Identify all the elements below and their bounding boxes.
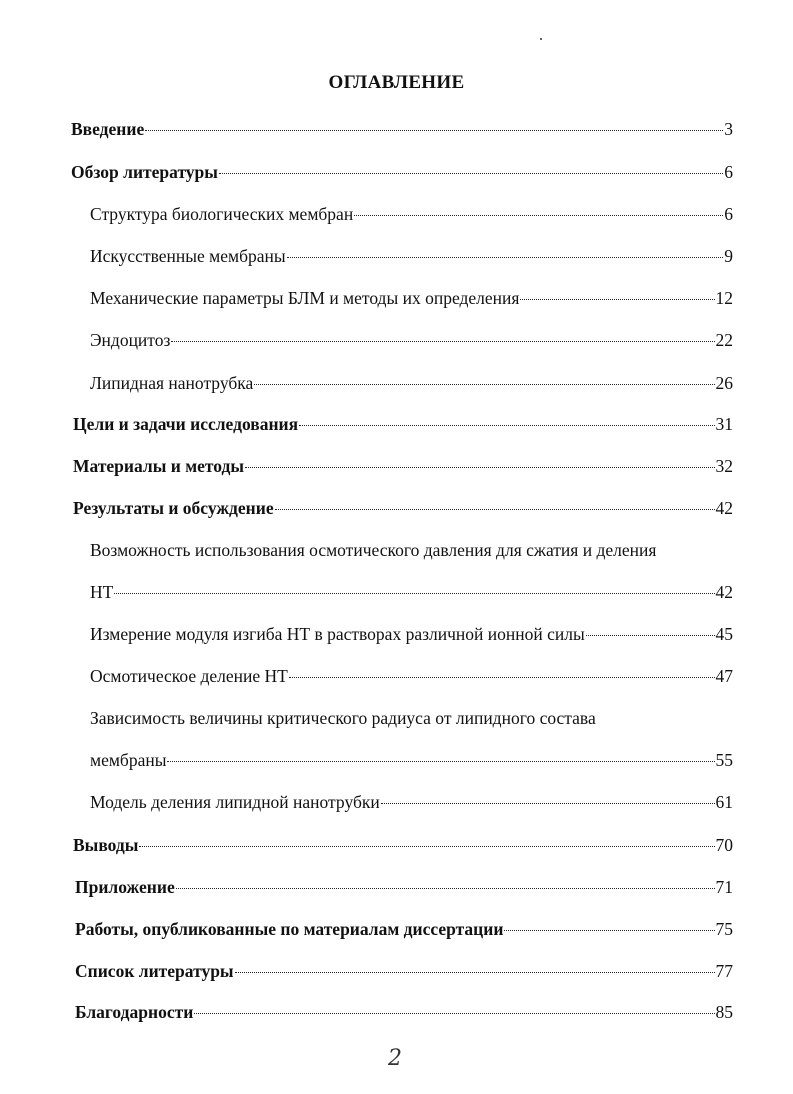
toc-entry-page: 77 [715, 961, 733, 981]
toc-entry-label: Приложение [75, 877, 175, 897]
page-title: ОГЛАВЛЕНИЕ [328, 72, 465, 93]
toc-entry-lipid-nanotube[interactable] [90, 372, 733, 394]
dot-leader [245, 466, 714, 468]
toc-entry-label: Эндоцитоз [90, 330, 171, 350]
dot-leader [299, 424, 714, 426]
toc-entry-page: 42 [715, 498, 733, 518]
dot-leader [139, 845, 714, 847]
scan-speck [540, 38, 542, 40]
toc-entry-goals[interactable] [73, 413, 733, 435]
toc-entry-page: 6 [724, 204, 733, 224]
footer-page-number: 2 [388, 1046, 402, 1071]
toc-entry-page: 61 [715, 792, 733, 812]
toc-entry-page: 22 [715, 330, 733, 350]
toc-entry-acknowledgements[interactable] [75, 1001, 733, 1023]
toc-entry-critical-radius-line1[interactable]: Зависимость величины критического радиуса от липидного состава [90, 708, 596, 728]
toc-entry-mechanical-parameters[interactable] [90, 287, 733, 309]
toc-entry-page: 6 [724, 162, 733, 182]
toc-entry-label: Выводы [73, 835, 139, 855]
dot-leader [167, 760, 714, 762]
toc-entry-critical-radius[interactable] [90, 749, 733, 771]
toc-entry-bending-modulus[interactable] [90, 623, 733, 645]
toc-entry-page: 26 [715, 373, 733, 393]
toc-entry-label: Работы, опубликованные по материалам диссертации [75, 919, 504, 939]
dot-leader [287, 256, 724, 258]
toc-entry-label: Введение [71, 119, 145, 139]
toc-entry-page: 75 [715, 919, 733, 939]
toc-entry-label: Механические параметры БЛМ и методы их определения [90, 288, 520, 308]
dot-leader [354, 214, 723, 216]
toc-entry-label: Модель деления липидной нанотрубки [90, 792, 380, 812]
toc-entry-osmotic-division[interactable] [90, 665, 733, 687]
toc-entry-osmotic-pressure-line1[interactable]: Возможность использования осмотического давления для сжатия и деления [90, 540, 657, 560]
toc-entry-biomembrane-structure[interactable] [90, 203, 733, 225]
dot-leader [520, 298, 714, 300]
toc-entry-page: 85 [715, 1002, 733, 1022]
dot-leader [254, 383, 714, 385]
toc-entry-page: 45 [715, 624, 733, 644]
toc-entry-page: 12 [715, 288, 733, 308]
toc-entry-literature-review[interactable] [71, 161, 733, 183]
toc-entry-endocytosis[interactable] [90, 329, 733, 351]
toc-entry-label: Искусственные мембраны [90, 246, 286, 266]
dot-leader [586, 634, 715, 636]
toc-entry-osmotic-pressure[interactable] [90, 581, 733, 603]
toc-entry-page: 31 [715, 414, 733, 434]
toc-entry-label: Материалы и методы [73, 456, 245, 476]
toc-entry-label: Список литературы [75, 961, 234, 981]
toc-entry-label: Измерение модуля изгиба НТ в растворах различной ионной силы [90, 624, 585, 644]
dot-leader [219, 172, 723, 174]
toc-entry-label: Липидная нанотрубка [90, 373, 254, 393]
toc-entry-page: 55 [715, 750, 733, 770]
toc-entry-page: 3 [724, 119, 733, 139]
dot-leader [504, 929, 714, 931]
toc-entry-methods[interactable] [73, 455, 733, 477]
toc-entry-label: Благодарности [75, 1002, 194, 1022]
toc-entry-references[interactable] [75, 960, 733, 982]
dot-leader [289, 676, 715, 678]
dot-leader [145, 129, 723, 131]
dot-leader [381, 802, 715, 804]
toc-entry-label: Осмотическое деление НТ [90, 666, 288, 686]
toc-entry-page: 32 [715, 456, 733, 476]
dot-leader [194, 1012, 714, 1014]
toc-entry-conclusions[interactable] [73, 834, 733, 856]
dot-leader [171, 340, 714, 342]
toc-entry-page: 71 [715, 877, 733, 897]
toc-entry-label: НТ [90, 582, 114, 602]
dot-leader [176, 887, 715, 889]
toc-entry-page: 70 [715, 835, 733, 855]
toc-entry-artificial-membranes[interactable] [90, 245, 733, 267]
toc-entry-page: 47 [715, 666, 733, 686]
toc-entry-label: Структура биологических мембран [90, 204, 354, 224]
toc-entry-page: 9 [724, 246, 733, 266]
toc-entry-page: 42 [715, 582, 733, 602]
toc-entry-appendix[interactable] [75, 876, 733, 898]
dot-leader [235, 971, 715, 973]
toc-entry-publications[interactable] [75, 918, 733, 940]
toc-entry-label: мембраны [90, 750, 167, 770]
toc-entry-division-model[interactable] [90, 791, 733, 813]
toc-entry-label: Цели и задачи исследования [73, 414, 299, 434]
toc-entry-introduction[interactable] [71, 118, 733, 140]
toc-entry-label: Обзор литературы [71, 162, 218, 182]
dot-leader [114, 592, 714, 594]
toc-entry-results[interactable] [73, 497, 733, 519]
toc-entry-label: Результаты и обсуждение [73, 498, 274, 518]
dot-leader [275, 508, 715, 510]
